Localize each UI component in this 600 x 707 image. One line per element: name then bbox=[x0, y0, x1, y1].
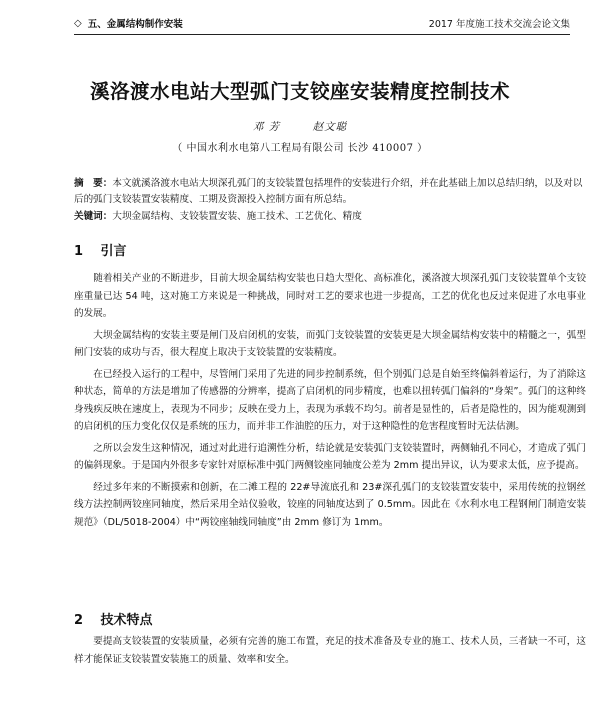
section-title: 引言 bbox=[100, 244, 127, 259]
header-proceedings-title: 2017 年度施工技术交流会论文集 bbox=[428, 19, 570, 30]
body-paragraph: 之所以会发生这种情况，通过对此进行追溯性分析，结论就是安装弧门支铰装置时，两侧轴孔不同心，才造成了弧门的偏斜现象。于是国内外很多专家针对原标准中弧门两侧铰座同轴度公差为 2mm 提出异议，认为要求太低，应予提高。 bbox=[74, 442, 586, 471]
section-body bbox=[74, 270, 586, 535]
author-affiliation: （ 中国水利水电第八工程局有限公司 长沙 410007 ） bbox=[172, 143, 428, 154]
section-body bbox=[74, 633, 586, 672]
body-paragraph: 经过多年来的不断摸索和创新，在二滩工程的 22#导流底孔和 23#深孔弧门的支铰装置安装中，采用传统的拉钢丝线方法控制两铰座同轴度，然后采用全站仪验收，铰座的同轴度达到了 0.5mm。因此在《水利水电工程钢闸门制造安装规范》（DL/5018-2004）中“两铰座轴线同轴度”由 2mm 修订为 1mm。 bbox=[74, 481, 586, 528]
section-heading bbox=[74, 240, 127, 259]
body-paragraph: 随着相关产业的不断进步，目前大坝金属结构安装也日趋大型化、高标准化，溪洛渡大坝深孔弧门支铰装置单个支铰座重量已达 54 吨，这对施工方来说是一种挑战，同时对工艺的要求也进一步提高，工艺的优化也反过来促进了水电事业的发展。 bbox=[74, 273, 586, 319]
body-paragraph: 要提高支铰装置的安装质量，必须有完善的施工布置，充足的技术准备及专业的施工、技术人员，三者缺一不可，这样才能保证支铰装置安装施工的质量、效率和安全。 bbox=[74, 636, 586, 665]
author-name: 邓 芳 bbox=[252, 121, 281, 133]
abstract-text: 本文就溪洛渡水电站大坝深孔弧门的支铰装置包括埋件的安装进行介绍，并在此基础上加以总结归纳，以及对以后的弧门支铰装置安装精度、工期及资源投入控制方面有所总结。 bbox=[74, 178, 583, 205]
section-heading bbox=[74, 609, 153, 628]
section-number: 2 bbox=[74, 613, 84, 628]
header-section bbox=[74, 16, 183, 30]
header-section-label: 五、金属结构制作安装 bbox=[87, 19, 183, 30]
diamond-icon: ◇ bbox=[74, 17, 82, 29]
running-header bbox=[74, 14, 570, 32]
abstract bbox=[74, 176, 586, 208]
section-number: 1 bbox=[74, 244, 84, 259]
paper-title: 溪洛渡水电站大型弧门支铰座安装精度控制技术 bbox=[89, 80, 510, 103]
header-divider bbox=[74, 34, 570, 35]
keywords-label: 关键词： bbox=[74, 211, 113, 222]
keywords bbox=[74, 210, 586, 224]
author-list bbox=[0, 119, 600, 134]
body-paragraph: 在已经投入运行的工程中，尽管闸门采用了先进的同步控制系统，但个别弧门总是自始至终偏斜着运行，为了消除这种状态，简单的方法是增加了传感器的分辨率，提高了启闭机的同步精度，也难以扭转弧门偏斜的“身架”。弧门的这种终身残疾反映在速度上，表现为不同步；反映在受力上，表现为承载不均匀。前者是显性的，后者是隐性的，因为能观测到的启闭机的压力变化仅仅是系统的压力，而并非工作油腔的压力，对于这种隐性的危害程度暂时无法估测。 bbox=[74, 368, 586, 432]
abstract-label: 摘 要： bbox=[74, 178, 113, 189]
body-paragraph: 大坝金属结构的安装主要是闸门及启闭机的安装，而弧门支铰装置的安装更是大坝金属结构安装中的精髓之一，弧型闸门安装的成功与否，很大程度上取决于支铰装置的安装精度。 bbox=[74, 329, 586, 358]
section-title: 技术特点 bbox=[100, 613, 153, 628]
author-name: 赵文聪 bbox=[312, 121, 348, 133]
keywords-text: 大坝金属结构、支铰装置安装、施工技术、工艺优化、精度 bbox=[112, 211, 362, 222]
